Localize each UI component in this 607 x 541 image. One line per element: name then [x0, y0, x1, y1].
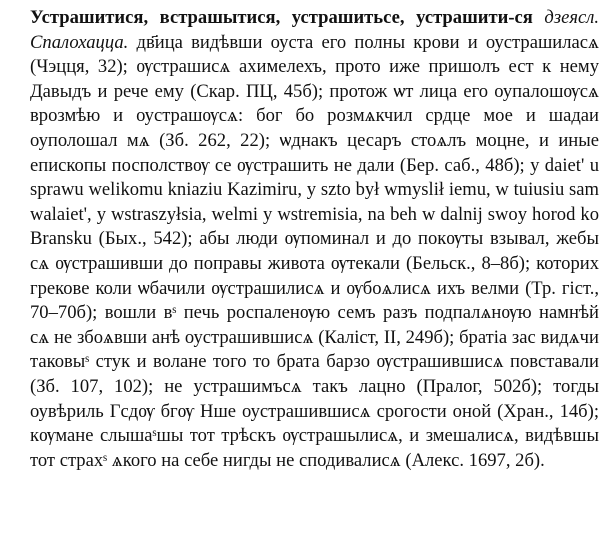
entry-body: дв҃ица видѣвши оуста его полны крови и оустрашиласѧ (Чэцця, 32); ѹстрашисѧ ахимелехъ, прото иже пришолъ ест к нему Давыдъ и рече ему (Скар. ПЦ, 45б); протож ѡт лица его оупалошѹсѧ врозмѣю и оустрашѹсѧ: бог бо розмѧкчил срдце мое и шадаи оуполошал мѧ (Зб. 262, 22); ѡднакъ цесаръ стоѧлъ моцне, и иные епископы посполствѹ се ѹстрашить не дали (Бер. саб., 48б); y daiet' u sprawu welikomu kniaziu Kazimiru, y szto był wmyslił iemu, w tuiusiu sam walaiet', y wstraszyłsia, welmi y wstremisia, na beh w dalnij swoy horod ko Bransku (Бых., 542); абы люди ѹпоминал и до покѹты взывал, жебы сѧ ѹстрашивши до поправы живота ѹтекали (Бельск., 8–8б); которих грекове коли ѡбачили ѹстрашилисѧ и ѹбоѧлисѧ ихъ велми (Тр. гіст., 70–70б); вошли вˢ печь роспаленѹю семъ разъ подпалѧнѹю намнѣй сѧ не збоѧвши анѣ оустрашившисѧ (Каліст, II, 249б); братia зас видѧчи таковыˢ стук и волане того то брата барзо ѹстрашившисѧ повставали (Зб. 107, 102); не устрашимъсѧ такъ лацно (Пралог, 502б); тогды оувѣриль Гсдѹ бгѹ Ншe оустрашившисѧ срогости оной (Хран., 14б); кѹмане слышаˢшы тот трѣскъ ѹстрашылисѧ, и змешалисѧ, видѣвшы тот страхˢ ѧкого на себе нигды не сподивалисѧ (Алекс. 1697, 2б).: [30, 31, 599, 471]
entry-grammar: дзеясл. Спалохацца.: [30, 7, 599, 53]
dictionary-entry: [10, 6, 599, 473]
entry-headword: Устрашитися, встрашытися, устрашитьсе, устрашити-ся: [30, 7, 533, 28]
